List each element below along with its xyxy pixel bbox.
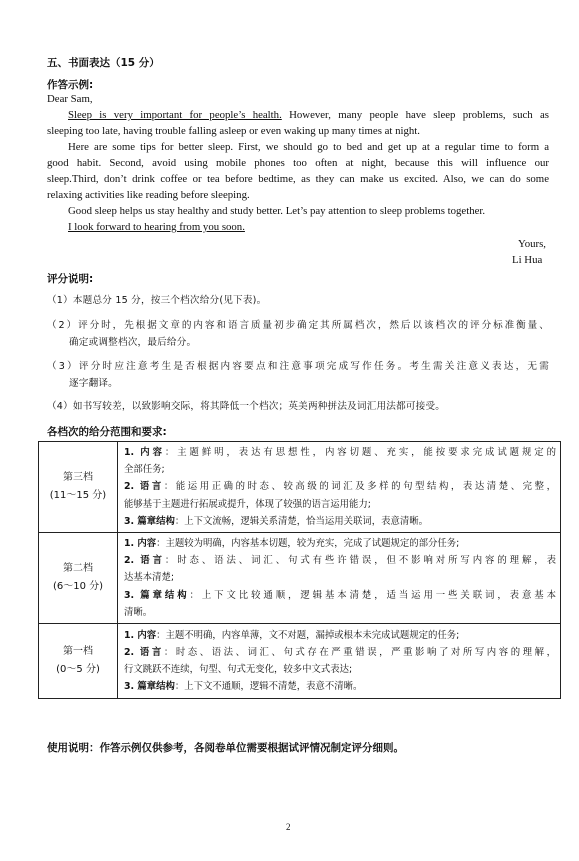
p1-rest: However, many people have sleep problems, such as [281, 109, 549, 121]
scoring-item-3-line1: （3）评分时应注意考生是否根据内容要点和注意事项完成写作任务。考生需关注意义表达，无需 [47, 361, 549, 372]
criterion-label: 2. 语言 [124, 555, 165, 567]
criterion-label: 1. 内容 [124, 447, 165, 458]
scoring-item-3-line2: 逐字翻译。 [69, 378, 118, 389]
letter-p2-line4: relaxing activities like reading before sleeping. [47, 189, 250, 201]
letter-p2-line1: Here are some tips for better sleep. First, we should go to bed and get up at a regular time to form a [68, 141, 549, 153]
section-title: 五、书面表达（15 分） [47, 57, 160, 69]
letter-closing: Yours, [518, 238, 547, 250]
criterion-label: 2. 语言 [124, 646, 164, 658]
criterion-label: 3. 篇章结构 [124, 589, 190, 601]
usage-note: 使用说明：作答示例仅供参考，各阅卷单位需要根据试评情况制定评分细则。 [47, 742, 404, 754]
letter-greeting: Dear Sam, [47, 93, 93, 105]
level-1-range: (0～5 分) [56, 664, 100, 676]
letter-p2-line3: sleep.Third, don’t drink coffee or tea before bedtime, as they can make us excited. Also, we can do some [47, 173, 549, 185]
criterion-text: ：主题不明确，内容单薄，文不对题，漏掉或根本未完成试题规定的任务; [156, 629, 460, 641]
letter-p4-underlined: I look forward to hearing from you soon. [68, 221, 245, 233]
criterion-label: 1. 内容 [124, 629, 157, 641]
criterion-text: ：能运用正确的时态、较高级的词汇及多样的句型结构，表达清楚、完整， [163, 481, 556, 493]
criterion-text: 清晰。 [124, 606, 153, 618]
criterion-text: 达基本清楚; [124, 572, 175, 584]
criterion-text: ：时态、语法、词汇、句式存在严重错误，严重影响了对所写内容的理解， [163, 646, 556, 658]
level-2-range: (6～10 分) [52, 581, 104, 593]
level-1-name: 第一档 [63, 646, 93, 658]
criterion-text: ：主题鲜明，表达有思想性，内容切题、充实，能按要求完成试题规定的 [164, 447, 556, 458]
table-heading: 各档次的给分范围和要求: [47, 426, 167, 438]
scoring-item-4: （4）如书写较差，以致影响交际，将其降低一个档次；英美两种拼法及词汇用法都可接受。 [47, 401, 446, 412]
level-1-cell [39, 624, 118, 699]
level-2-name: 第二档 [63, 563, 93, 575]
level-3-name: 第三档 [63, 472, 93, 483]
letter-p3: Good sleep helps us stay healthy and study better. Let’s pay attention to sleep problems together. [68, 205, 486, 217]
level-3-criteria [118, 442, 561, 533]
criterion-text: ：上下文流畅，逻辑关系清楚，恰当运用关联词，表意清晰。 [174, 515, 428, 527]
criterion-label: 1. 内容 [124, 538, 157, 550]
letter-p1-line2: sleeping too late, having trouble falling asleep or even waking up many times at night. [47, 125, 420, 137]
criterion-text: ：主题较为明确，内容基本切题，较为充实，完成了试题规定的部分任务; [156, 538, 460, 550]
level-3-cell [39, 442, 118, 533]
scoring-item-2-line1: （2）评分时，先根据文章的内容和语言质量初步确定其所属档次，然后以该档次的评分标准衡量、 [47, 320, 549, 331]
table-row-level-3 [39, 442, 561, 533]
scoring-item-1: （1）本题总分 15 分，按三个档次给分(见下表)。 [47, 295, 267, 306]
criterion-text: ：上下文不通顺，逻辑不清楚，表意不清晰。 [174, 681, 363, 693]
scoring-levels-table [38, 441, 561, 699]
criterion-label: 3. 篇章结构 [124, 515, 175, 527]
criterion-text: ：时态、语法、词汇、句式有些许错误，但不影响对所写内容的理解，表 [164, 555, 556, 567]
letter-signature: Li Hua [512, 254, 543, 266]
letter-p2-line2: good habit. Second, avoid using mobile phones too often at night, because this will influence our [47, 157, 549, 169]
criterion-label: 2. 语言 [124, 481, 164, 493]
page-number: 2 [286, 822, 291, 832]
table-row-level-1 [39, 624, 561, 699]
criterion-text: 行文跳跃不连续，句型、句式无变化，较多中文式表达; [124, 664, 353, 676]
level-1-criteria [118, 624, 561, 699]
scoring-item-2-line2: 确定或调整档次，最后给分。 [69, 337, 197, 348]
criterion-text: 全部任务; [124, 464, 165, 476]
level-3-range: (11～15 分) [49, 490, 107, 501]
criterion-label: 3. 篇章结构 [124, 681, 175, 693]
level-2-criteria [118, 533, 561, 624]
criterion-text: 能够基于主题进行拓展或提升，体现了较强的语言运用能力; [124, 498, 371, 510]
underlined-topic-sentence: Sleep is very important for people’s health. [68, 109, 282, 121]
letter-p1-line1 [68, 109, 549, 121]
sample-heading: 作答示例: [47, 79, 94, 91]
level-2-cell [39, 533, 118, 624]
scoring-heading: 评分说明: [47, 273, 94, 285]
table-row-level-2 [39, 533, 561, 624]
criterion-text: ：上下文比较通顺，逻辑基本清楚，适当运用一些关联词，表意基本 [189, 589, 556, 601]
